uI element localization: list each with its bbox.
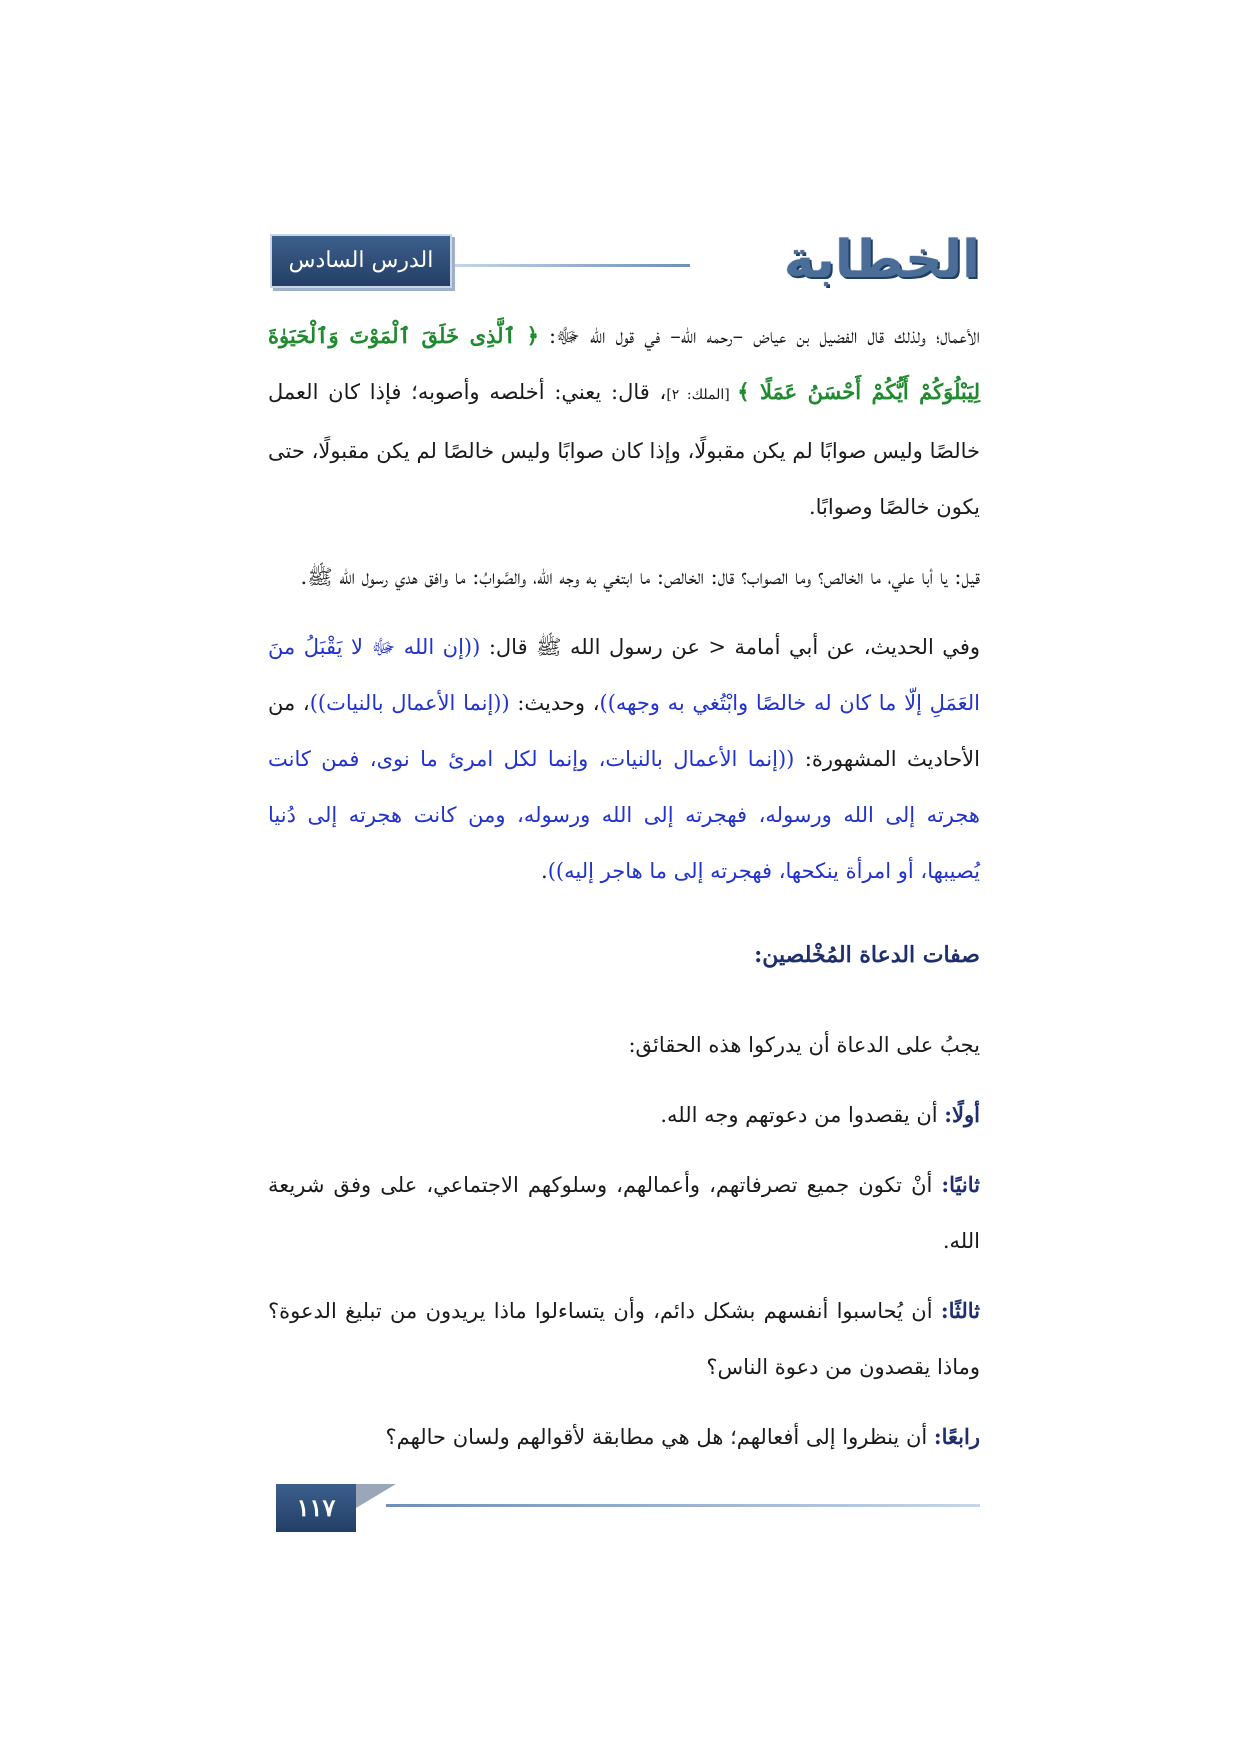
hadith-quote: ((إنما الأعمال بالنيات، وإنما لكل امرئ ما نوى، فمن كانت هجرته إلى الله ورسوله، فهجرته إلى الله ورسوله، ومن كانت هجرته إلى دُنيا يُصيبها، أو امرأة ينكحها، فهجرته إلى ما هاجر إليه)) <box>268 747 980 883</box>
lesson-badge: الدرس السادس <box>270 234 452 288</box>
page-number: ١١٧ <box>276 1484 356 1532</box>
paragraph-text: ، قال: يعني: أخلصه وأصوبه؛ فإذا كان العمل خالصًا وليس صوابًا لم يكن مقبولًا، وإذا كان صوابًا وليس خالصًا لم يكن مقبولًا، حتى يكون خالصًا وصوابًا. <box>268 380 980 519</box>
paragraph-text: الأعمال؛ ولذلك قال الفضيل بن عياض –رحمه الله– في قول الله ﷻ: <box>538 324 980 348</box>
item-text: أن يقصدوا من دعوتهم وجه الله. <box>660 1103 945 1127</box>
list-item <box>268 1409 980 1465</box>
paragraph-ikhlas-definition <box>268 308 980 535</box>
header-divider <box>450 264 690 267</box>
item-label: أولًا: <box>944 1102 980 1127</box>
item-label: ثالثًا: <box>940 1298 980 1323</box>
book-title: الخطابة <box>783 230 980 290</box>
page-footer <box>276 1484 980 1532</box>
quran-verse: ﴿ ٱلَّذِى خَلَقَ ٱلْمَوْتَ وَٱلْحَيَوٰةَ لِيَبْلُوَكُمْ أَيُّكُمْ أَحْسَنُ عَمَلًا ﴾ <box>268 323 981 404</box>
paragraph-text: وفي الحديث، عن أبي أمامة < عن رسول الله ﷺ قال: <box>480 635 980 659</box>
hadith-quote: ((إن الله ﷻ لا يَقْبَلُ منَ العَمَلِ إلّا ما كان له خالصًا وابْتُغي به وجهه)) <box>268 635 980 715</box>
verse-reference: [الملك: ٢] <box>666 387 738 403</box>
list-item <box>268 1283 980 1395</box>
paragraph-khalis-sawab: قيل: يا أبا علي، ما الخالص؟ وما الصواب؟ قال: الخالص: ما ابتغي به وجه الله، والصَّوابُ: ما وافق هدي رسول الله ﷺ. <box>300 565 980 589</box>
paragraph-hadith <box>268 619 980 899</box>
list-item <box>268 1087 980 1143</box>
paragraph-text: ، وحديث: <box>509 691 600 715</box>
hadith-quote: ((إنما الأعمال بالنيات)) <box>309 691 510 715</box>
section-lead: يجبُ على الدعاة أن يدركوا هذه الحقائق: <box>628 1033 980 1057</box>
item-text: أن يُحاسبوا أنفسهم بشكل دائم، وأن يتساءلوا ماذا يريدون من تبليغ الدعوة؟ وماذا يقصدون من دعوة الناس؟ <box>268 1299 980 1379</box>
paragraph-text: ، من الأحاديث المشهورة: <box>268 691 980 771</box>
page-header <box>270 228 980 292</box>
section-heading: صفات الدعاة المُخْلصين: <box>754 942 980 968</box>
paragraph-text: . <box>541 859 548 883</box>
footer-divider <box>386 1504 980 1507</box>
item-label: رابعًا: <box>933 1424 980 1449</box>
item-label: ثانيًا: <box>941 1172 980 1197</box>
item-text: أن ينظروا إلى أفعالهم؛ هل هي مطابقة لأقوالهم ولسان حالهم؟ <box>385 1425 934 1449</box>
list-item <box>268 1157 980 1269</box>
page-body <box>268 308 980 1479</box>
item-text: أنْ تكون جميع تصرفاتهم، وأعمالهم، وسلوكهم الاجتماعي، على وفق شريعة الله. <box>268 1173 980 1253</box>
